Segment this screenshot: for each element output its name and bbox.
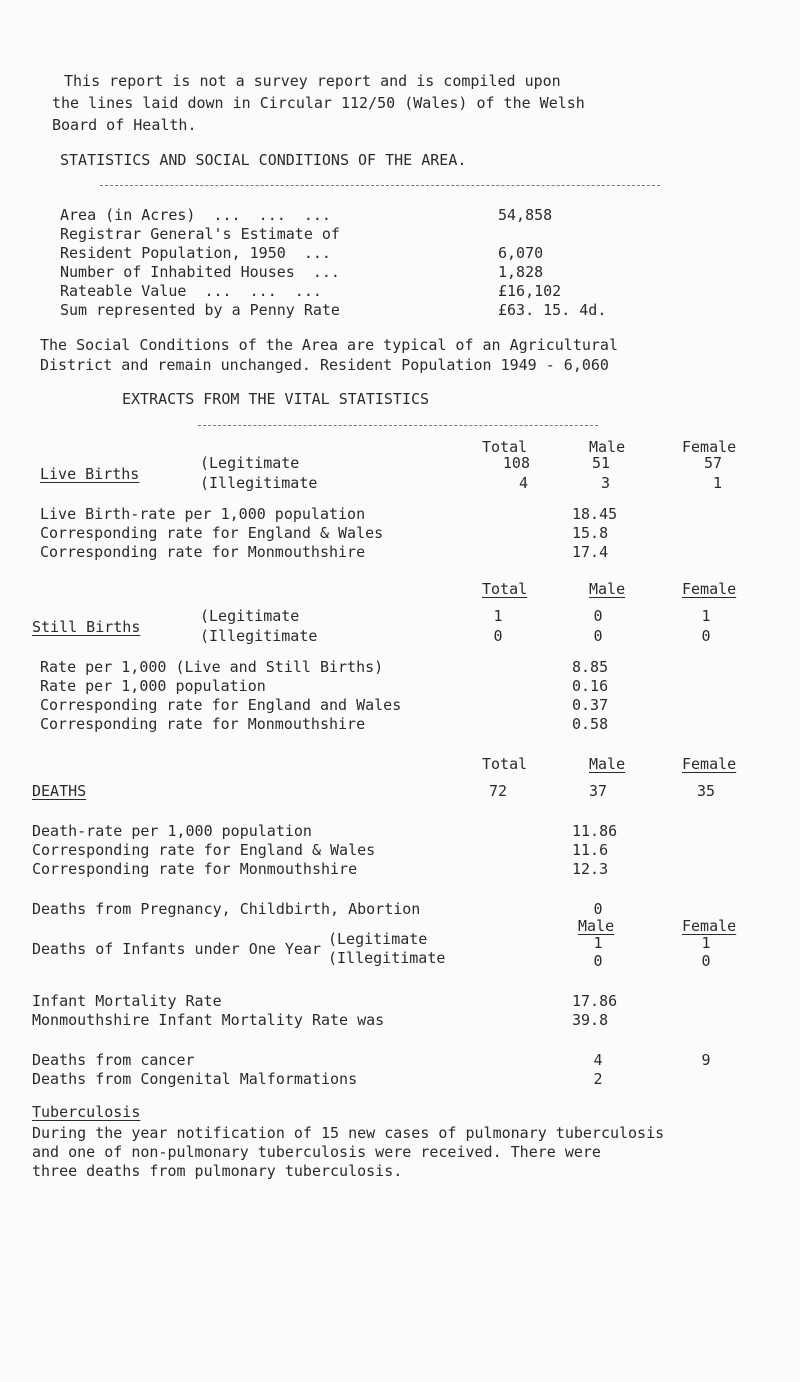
rate-label: Corresponding rate for England & Wales (32, 841, 376, 859)
deaths-female: 35 (696, 782, 716, 800)
cell-male: 51 (591, 454, 610, 472)
deaths-male: 37 (588, 782, 608, 800)
cell-total: 4 (518, 474, 528, 492)
live-births-label: Live Births (40, 465, 140, 483)
cell-female: 0 (701, 952, 711, 970)
intro-line-1: This report is not a survey report and is compiled upon (64, 72, 561, 90)
cell-male: 1 (593, 934, 603, 952)
imr-label: Infant Mortality Rate (32, 992, 222, 1010)
header-female: Female (682, 917, 737, 935)
rate-label: Corresponding rate for Monmouthshire (40, 715, 366, 733)
cell-total: 0 (493, 627, 503, 645)
header-female: Female (682, 580, 737, 598)
illegitimate-label: (Illegitimate (328, 949, 446, 967)
cell-male: 3 (600, 474, 610, 492)
rate-label: Corresponding rate for England & Wales (40, 524, 384, 542)
rate-value: 0.37 (572, 696, 609, 714)
header-female: Female (682, 755, 737, 773)
rate-value: 11.6 (572, 841, 609, 859)
header-male: Male (589, 755, 626, 773)
rate-value: 15.8 (572, 524, 609, 542)
deaths-total: 72 (488, 782, 508, 800)
divider (100, 185, 660, 186)
cell-female: 1 (701, 934, 711, 952)
cell-male: 0 (593, 952, 603, 970)
illegitimate-label: (Illegitimate (200, 474, 318, 492)
header-total: Total (482, 438, 528, 456)
rate-value: 0.58 (572, 715, 609, 733)
header-total: Total (482, 755, 528, 773)
rate-value: 18.45 (572, 505, 618, 523)
cell-total: 108 (502, 454, 530, 472)
legitimate-label: (Legitimate (200, 454, 300, 472)
infant-deaths-label: Deaths of Infants under One Year (32, 940, 321, 958)
intro-line-3: Board of Health. (52, 116, 197, 134)
area-row-value: 1,828 (498, 263, 544, 281)
social-line-1: The Social Conditions of the Area are typical of an Agricultural (40, 336, 618, 354)
mon-imr-label: Monmouthshire Infant Mortality Rate was (32, 1011, 385, 1029)
area-row-label: Registrar General's Estimate of (60, 225, 340, 243)
vital-title: EXTRACTS FROM THE VITAL STATISTICS (122, 390, 430, 408)
header-male: Male (589, 580, 626, 598)
area-row-label: Resident Population, 1950 ... (60, 244, 331, 262)
cell-male: 0 (593, 607, 603, 625)
rate-label: Death-rate per 1,000 population (32, 822, 312, 840)
header-male: Male (589, 438, 626, 456)
congenital-deaths-value: 2 (593, 1070, 603, 1088)
divider (198, 425, 598, 426)
area-row-value: 6,070 (498, 244, 544, 262)
illegitimate-label: (Illegitimate (200, 627, 318, 645)
rate-label: Corresponding rate for England and Wales (40, 696, 402, 714)
header-female: Female (682, 438, 737, 456)
pregnancy-deaths-value: 0 (593, 900, 603, 918)
still-births-label: Still Births (32, 618, 141, 636)
section-title: STATISTICS AND SOCIAL CONDITIONS OF THE AREA. (60, 151, 467, 169)
area-row-label: Sum represented by a Penny Rate (60, 301, 340, 319)
tb-title: Tuberculosis (32, 1103, 141, 1121)
rate-value: 17.4 (572, 543, 609, 561)
cell-total: 1 (493, 607, 503, 625)
cell-female: 1 (712, 474, 722, 492)
tb-line-1: During the year notification of 15 new cases of pulmonary tuberculosis (32, 1124, 665, 1142)
cell-male: 0 (593, 627, 603, 645)
cell-female: 57 (703, 454, 722, 472)
area-row-label: Area (in Acres) ... ... ... (60, 206, 331, 224)
social-line-2: District and remain unchanged. Resident Population 1949 - 6,060 (40, 356, 609, 374)
tb-line-2: and one of non-pulmonary tuberculosis were received. There were (32, 1143, 601, 1161)
header-male: Male (578, 917, 615, 935)
rate-value: 0.16 (572, 677, 609, 695)
rate-label: Corresponding rate for Monmouthshire (40, 543, 366, 561)
rate-label: Corresponding rate for Monmouthshire (32, 860, 358, 878)
intro-line-2: the lines laid down in Circular 112/50 (Wales) of the Welsh (52, 94, 585, 112)
pregnancy-deaths-label: Deaths from Pregnancy, Childbirth, Abortion (32, 900, 421, 918)
rate-label: Rate per 1,000 population (40, 677, 266, 695)
rate-value: 8.85 (572, 658, 609, 676)
legitimate-label: (Legitimate (200, 607, 300, 625)
deaths-label: DEATHS (32, 782, 87, 800)
cancer-deaths-label: Deaths from cancer (32, 1051, 195, 1069)
rate-label: Rate per 1,000 (Live and Still Births) (40, 658, 384, 676)
imr-value: 17.86 (572, 992, 618, 1010)
cell-female: 1 (701, 607, 711, 625)
legitimate-label: (Legitimate (328, 930, 428, 948)
cancer-deaths-male: 4 (593, 1051, 603, 1069)
tb-line-3: three deaths from pulmonary tuberculosis. (32, 1162, 403, 1180)
area-row-label: Number of Inhabited Houses ... (60, 263, 340, 281)
cell-female: 0 (701, 627, 711, 645)
rate-value: 11.86 (572, 822, 618, 840)
rate-value: 12.3 (572, 860, 609, 878)
congenital-deaths-label: Deaths from Congenital Malformations (32, 1070, 358, 1088)
area-row-value: £16,102 (498, 282, 562, 300)
header-total: Total (482, 580, 528, 598)
cancer-deaths-female: 9 (701, 1051, 711, 1069)
rate-label: Live Birth-rate per 1,000 population (40, 505, 366, 523)
area-row-value: £63. 15. 4d. (498, 301, 607, 319)
mon-imr-value: 39.8 (572, 1011, 609, 1029)
area-row-label: Rateable Value ... ... ... (60, 282, 322, 300)
area-row-value: 54,858 (498, 206, 553, 224)
